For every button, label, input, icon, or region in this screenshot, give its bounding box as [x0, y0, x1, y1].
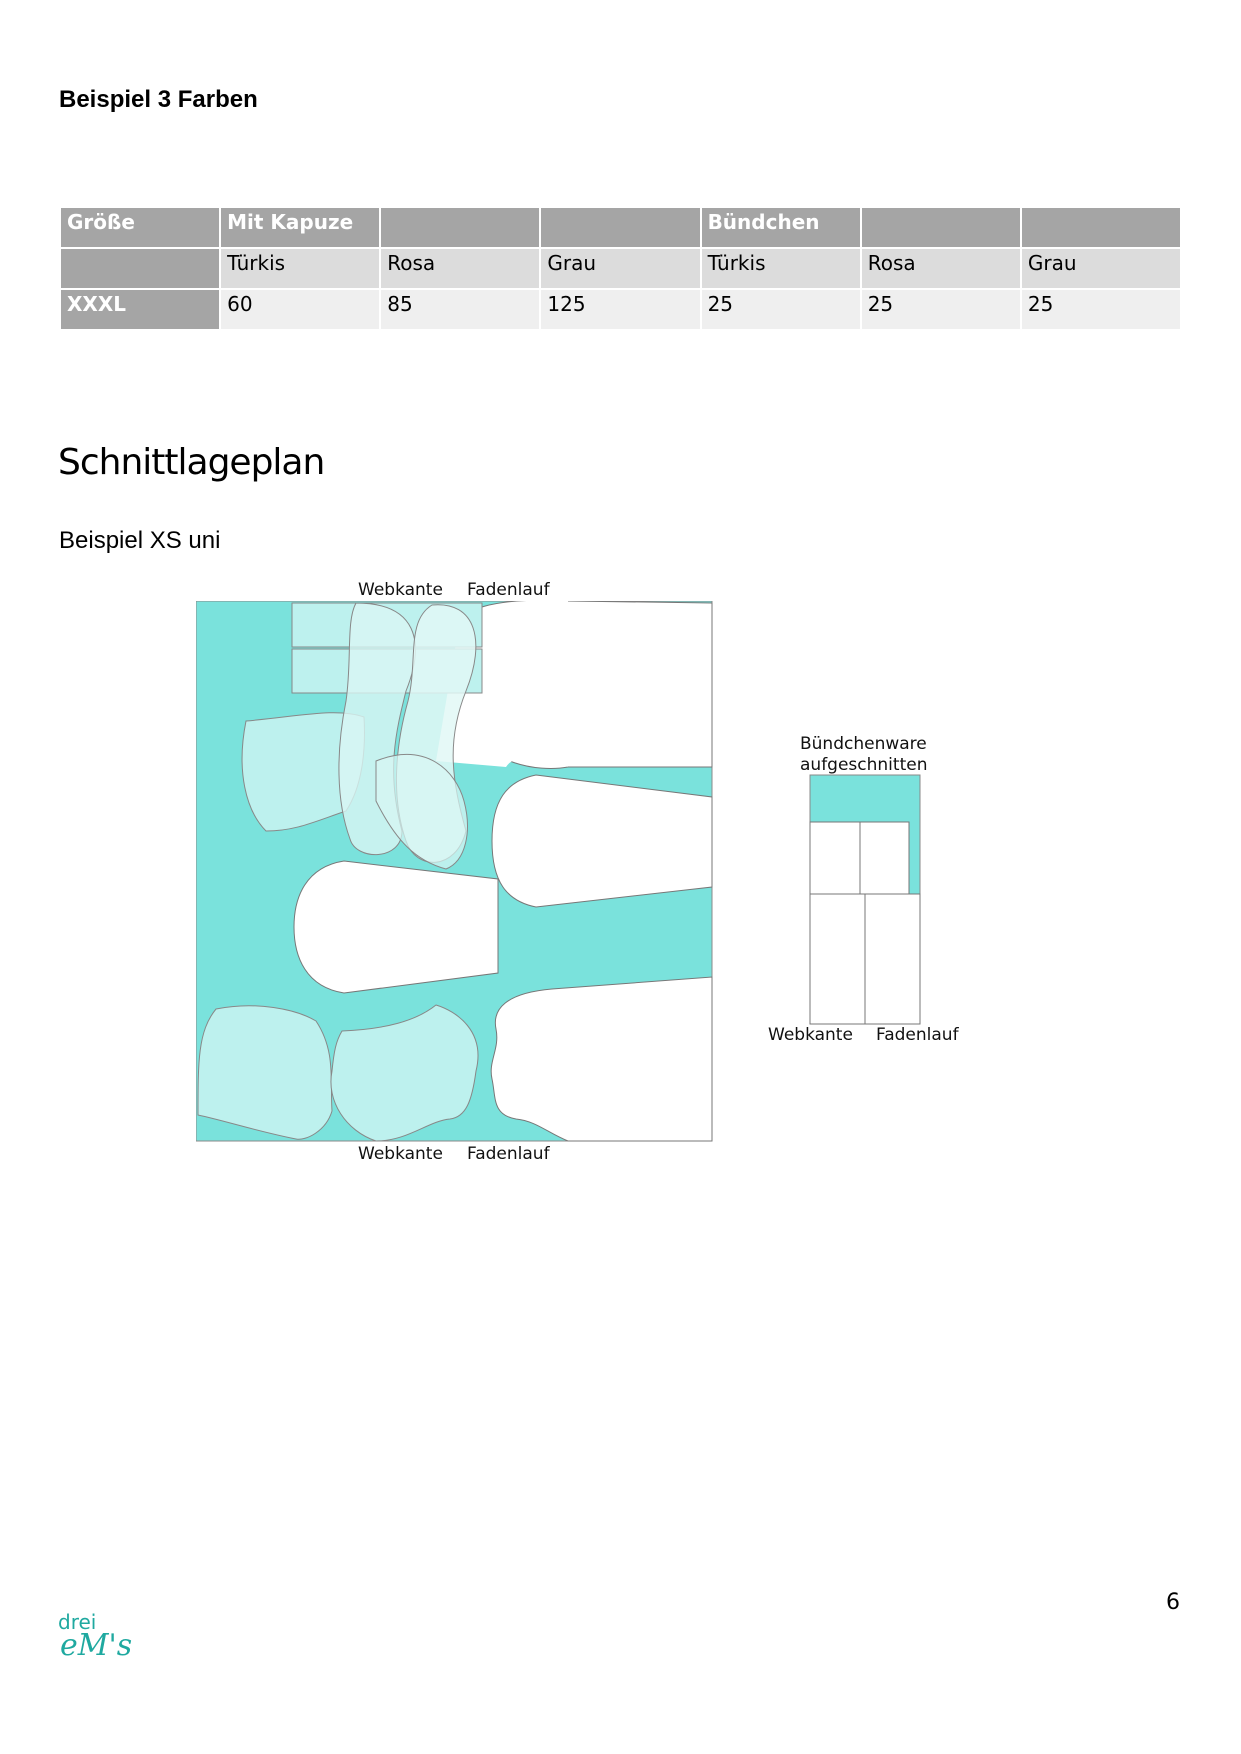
cuff-piece — [810, 822, 860, 894]
table-cell: Grau — [541, 249, 699, 288]
cuff-selvage-label: Webkante — [768, 1025, 853, 1045]
table-row — [61, 249, 1180, 288]
table-cell: XXXL — [61, 290, 219, 329]
table-cell: Rosa — [862, 249, 1020, 288]
table-cell: 125 — [541, 290, 699, 329]
cuff-piece — [860, 822, 909, 894]
table-cell — [541, 208, 699, 247]
table-cell: Rosa — [381, 249, 539, 288]
table-cell: 85 — [381, 290, 539, 329]
main-cutting-layout — [196, 601, 714, 1143]
page-number: 6 — [1166, 1590, 1180, 1615]
sleeve-piece — [492, 775, 712, 907]
brand-logo — [58, 1610, 168, 1672]
table-cell: Türkis — [221, 249, 379, 288]
back-piece — [491, 977, 712, 1141]
table-cell: Bündchen — [702, 208, 860, 247]
table-cell: Grau — [1022, 249, 1180, 288]
bottom-selvage-label: Webkante — [358, 1144, 443, 1164]
cuff-cutting-layout — [809, 774, 922, 1026]
table-cell — [381, 208, 539, 247]
table-row — [61, 290, 1180, 329]
logo-letters: eM's — [60, 1628, 133, 1663]
example-heading: Beispiel 3 Farben — [59, 86, 258, 113]
pocket-piece — [198, 1006, 332, 1139]
cuff-fabric-label-2: aufgeschnitten — [800, 755, 928, 775]
table-cell: Größe — [61, 208, 219, 247]
table-cell: Mit Kapuze — [221, 208, 379, 247]
table-cell — [1022, 208, 1180, 247]
fabric-size-table — [59, 206, 1182, 331]
table-cell — [61, 249, 219, 288]
table-cell — [862, 208, 1020, 247]
table-cell: Türkis — [702, 249, 860, 288]
plan-example-label: Beispiel XS uni — [59, 527, 221, 554]
table-cell: 25 — [862, 290, 1020, 329]
cuff-piece — [865, 894, 920, 1024]
table-cell: 60 — [221, 290, 379, 329]
top-selvage-label: Webkante — [358, 580, 443, 600]
sleeve-piece — [294, 861, 498, 993]
plan-heading: Schnittlageplan — [58, 442, 325, 483]
top-grain-label: Fadenlauf — [467, 580, 550, 600]
table-row — [61, 208, 1180, 247]
cuff-grain-label: Fadenlauf — [876, 1025, 959, 1045]
table-cell: 25 — [702, 290, 860, 329]
table-cell: 25 — [1022, 290, 1180, 329]
logo-word: drei — [58, 1610, 97, 1634]
cuff-fabric-label: Bündchenware — [800, 734, 927, 754]
cuff-piece — [810, 894, 865, 1024]
bottom-grain-label: Fadenlauf — [467, 1144, 550, 1164]
